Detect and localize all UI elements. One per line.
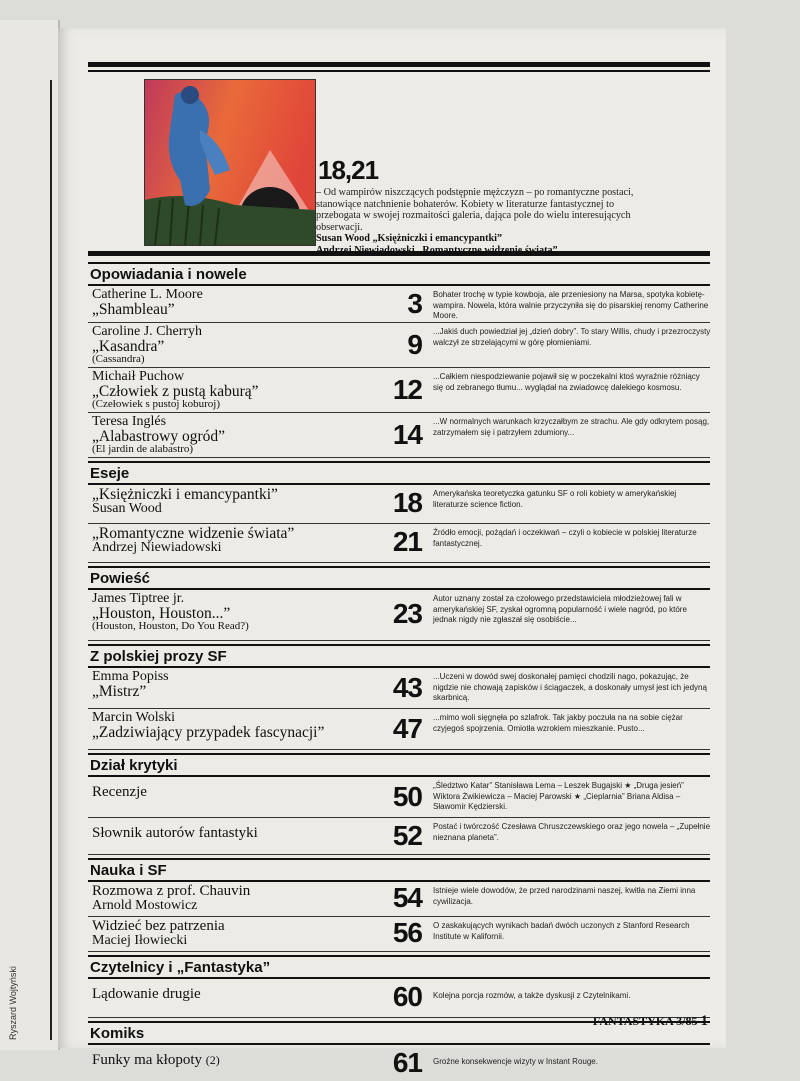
entry-original-title: (El jardin de alabastro) bbox=[92, 443, 194, 455]
entry-description: O zaskakujących wynikach badań dwóch uczonych z Stanford Research Institute w Kalifornii. bbox=[433, 921, 690, 941]
entry-description: Istnieje wiele dowodów, że przed narodzinami naszej, kwitła na Ziemi inna cywilizacja. bbox=[433, 886, 696, 906]
entry-original-title: (Czełowiek s pustoj koburoj) bbox=[92, 398, 221, 410]
entry-title: „Kasandra” bbox=[92, 338, 165, 355]
entry-author: Arnold Mostowicz bbox=[92, 898, 198, 913]
entry-page-number: 61 bbox=[392, 1047, 422, 1078]
top-rule-thin bbox=[88, 70, 710, 72]
entry-page-number: 3 bbox=[407, 288, 422, 319]
entry-original-title: (Cassandra) bbox=[92, 353, 145, 365]
toc-entry[interactable] bbox=[88, 668, 710, 709]
toc-entry[interactable] bbox=[88, 882, 710, 917]
entry-title: „Houston, Houston...” bbox=[92, 605, 231, 622]
entry-part-number: (2) bbox=[205, 1053, 220, 1067]
illustrator-credit bbox=[8, 900, 22, 1050]
entry-description: ...Uczeni w dowód swej doskonałej pamięci chodzili nago, pokazując, że nigdzie nie chowają zapisków i ściągaczek, a doskonały umysł jest ich jedyną skarbnicą. bbox=[433, 672, 707, 702]
section-heading: Komiks bbox=[88, 1021, 710, 1045]
feature-credit-1: Susan Wood „Księżniczki i emancypantki” bbox=[316, 233, 503, 244]
entry-author: Catherine L. Moore bbox=[92, 287, 203, 302]
entry-page-number: 12 bbox=[392, 374, 422, 405]
illustrator-credit-text: Ryszard Wojtyński bbox=[8, 966, 18, 1040]
section-heading: Opowiadania i nowele bbox=[88, 262, 710, 286]
entry-title: Funky ma kłopoty bbox=[92, 1052, 203, 1068]
toc-entry[interactable] bbox=[88, 368, 710, 413]
entry-page-number: 14 bbox=[392, 419, 422, 450]
entry-page-number: 56 bbox=[392, 917, 422, 948]
entry-description: ...Jakiś duch powiedział jej „dzień dobry”. To stary Willis, chudy i przezroczysty walczył ze strzelającymi w górę płomieniami. bbox=[433, 327, 711, 347]
entry-description: „Śledztwo Katar” Stanisława Lema – Leszek Bugajski ★ „Druga jesień” Wiktora Żwikiewicza – Maciej Parowski ★ „Cieplarnia” Briana Aldisa – Sławomir Kędzierski. bbox=[433, 781, 684, 811]
feature-block bbox=[88, 79, 710, 256]
entry-description: Autor uznany został za czołowego przedstawiciela młodzieżowej fali w amerykańskiej SF, zyskał ogromną popularność i wiele nagród, po które jednak nigdy nie zgłaszał się osobiście... bbox=[433, 594, 687, 624]
entry-title: „Zadziwiający przypadek fascynacji” bbox=[92, 724, 325, 741]
feature-credit-2: Andrzej Niewiadowski „Romantyczne widzenie świata” bbox=[316, 244, 558, 256]
entry-description: Źródło emocji, pożądań i oczekiwań – czyli o kobiecie w polskiej literaturze fantastycznej. bbox=[433, 528, 697, 548]
entry-description: Bohater trochę w typie kowboja, ale przeniesiony na Marsa, spotyka kobietę-wampira. Nowela, która walnie przyczyniła się do pisarskiej renomy Catherine Moore. bbox=[433, 290, 709, 320]
page-number: 1 bbox=[700, 1013, 708, 1029]
entry-title: Lądowanie drugie bbox=[92, 986, 201, 1002]
entry-author: Marcin Wolski bbox=[92, 710, 175, 725]
entry-title: „Shambleau” bbox=[92, 301, 175, 318]
top-rule bbox=[88, 62, 710, 67]
toc-entry[interactable] bbox=[88, 917, 710, 952]
entry-page-number: 54 bbox=[392, 882, 422, 913]
entry-original-title: (Houston, Houston, Do You Read?) bbox=[92, 620, 249, 632]
entry-title: „Księżniczki i emancypantki” bbox=[92, 486, 278, 503]
entry-titles bbox=[92, 711, 382, 740]
entry-title: Widzieć bez patrzenia bbox=[92, 918, 225, 934]
section-heading: Z polskiej prozy SF bbox=[88, 644, 710, 668]
toc-entry[interactable] bbox=[88, 1045, 710, 1081]
entry-author: Susan Wood bbox=[92, 501, 162, 516]
feature-illustration bbox=[144, 79, 316, 246]
entry-page-number: 47 bbox=[392, 713, 422, 744]
left-page-edge bbox=[0, 20, 60, 1050]
section-heading: Nauka i SF bbox=[88, 858, 710, 882]
toc-entry[interactable] bbox=[88, 709, 710, 750]
entry-page-number: 18 bbox=[392, 487, 422, 518]
toc-entry[interactable] bbox=[88, 286, 710, 323]
feature-description bbox=[316, 187, 656, 256]
entry-author: James Tiptree jr. bbox=[92, 591, 185, 606]
section-heading: Czytelnicy i „Fantastyka” bbox=[88, 955, 710, 979]
entry-author: Michaił Puchow bbox=[92, 369, 185, 384]
entry-description: ...W normalnych warunkach krzyczałbym ze strachu. Ale gdy odkrytem posąg, zatrzymałem się i patrzyłem zdumiony... bbox=[433, 417, 710, 437]
section-heading: Powieść bbox=[88, 566, 710, 590]
entry-page-number: 60 bbox=[392, 981, 422, 1012]
toc-entry[interactable] bbox=[88, 524, 710, 563]
entry-title: Recenzje bbox=[92, 784, 147, 800]
entry-page-number: 50 bbox=[392, 781, 422, 812]
entry-title: „Mistrz” bbox=[92, 683, 147, 700]
toc-entry[interactable] bbox=[88, 590, 710, 641]
table-of-contents bbox=[88, 62, 710, 1081]
entry-page-number: 52 bbox=[392, 820, 422, 851]
toc-entry[interactable] bbox=[88, 485, 710, 524]
feature-description-text: – Od wampirów niszczących podstępnie mężczyzn – po romantyczne postaci, stanowiące natchnienie bohaterów. Kobiety w literaturze fantastycznej to przebogata w swojej rozmaitości galeria, dająca pole do wielu interesujących obserwacji. bbox=[316, 187, 634, 233]
entry-author: Caroline J. Cherryh bbox=[92, 324, 203, 339]
entry-author: Teresa Inglés bbox=[92, 414, 167, 429]
entry-description: Kolejna porcja rozmów, a także dyskusji z Czytelnikami. bbox=[433, 991, 631, 1000]
toc-entry[interactable] bbox=[88, 818, 710, 855]
feature-page-numbers: 18,21 bbox=[318, 155, 379, 185]
entry-description: ...mimo woli sięgnęła po szlafrok. Tak jakby poczuła na na sobie ciężar czyjegoś spojrzenia. Omiotła wzrokiem mieszkanie. Pusto... bbox=[433, 713, 683, 733]
page-footer bbox=[593, 1013, 708, 1030]
entry-title: Rozmowa z prof. Chauvin bbox=[92, 883, 251, 899]
entry-page-number: 9 bbox=[407, 329, 422, 360]
entry-author: Emma Popiss bbox=[92, 669, 169, 684]
toc-entry[interactable] bbox=[88, 413, 710, 458]
entry-page-number: 23 bbox=[392, 598, 422, 629]
entry-description: ...Całkiem niespodziewanie pojawił się w poczekalni ktoś wyraźnie różniący się od zebranego tłumu... wyglądał na zwiadowcę dalekiego kosmosu. bbox=[433, 372, 700, 392]
entry-description: Amerykańska teoretyczka gatunku SF o roli kobiety w amerykańskiej literaturze science fiction. bbox=[433, 489, 677, 509]
toc-entry[interactable] bbox=[88, 323, 710, 368]
section-heading: Dział krytyki bbox=[88, 753, 710, 777]
entry-title: „Człowiek z pustą kaburą” bbox=[92, 383, 259, 400]
entry-page-number: 43 bbox=[392, 672, 422, 703]
toc-entry[interactable] bbox=[88, 777, 710, 818]
entry-author: Andrzej Niewiadowski bbox=[92, 540, 222, 555]
entry-description: Groźne konsekwencje wizyty w Instant Rouge. bbox=[433, 1057, 598, 1066]
left-page-rule bbox=[50, 80, 52, 1040]
entry-title: Słownik autorów fantastyki bbox=[92, 825, 258, 841]
magazine-issue: FANTASTYKA 3/85 bbox=[592, 1014, 698, 1028]
magazine-page bbox=[58, 28, 726, 1078]
section-heading: Eseje bbox=[88, 461, 710, 485]
entry-description: Postać i twórczość Czesława Chruszczewskiego oraz jego nowela – „Zupełnie nieznana planeta”. bbox=[433, 822, 711, 842]
entry-author: Maciej Iłowiecki bbox=[92, 933, 188, 948]
entry-page-number: 21 bbox=[392, 526, 422, 557]
entry-title: „Romantyczne widzenie świata” bbox=[92, 525, 295, 542]
entry-title: „Alabastrowy ogród” bbox=[92, 428, 225, 445]
